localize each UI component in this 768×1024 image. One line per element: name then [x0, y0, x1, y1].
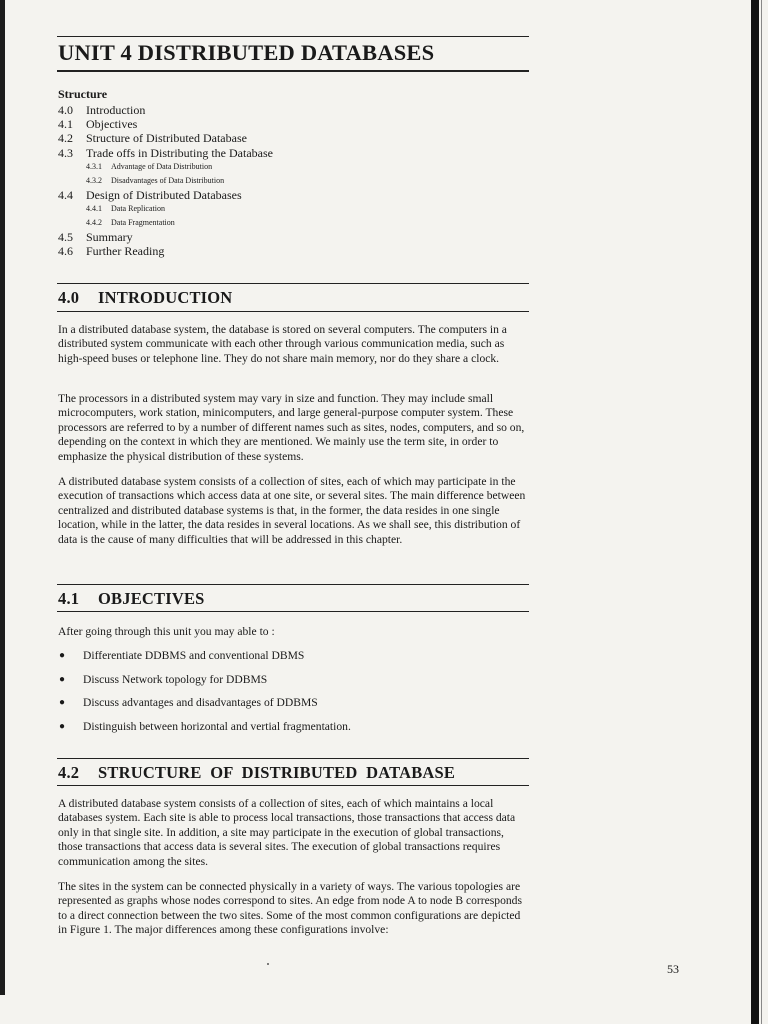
toc-item-further-reading[interactable]: 4.6 Further Reading — [58, 244, 165, 259]
title-bottom-rule — [57, 70, 529, 72]
bullet-icon: ● — [59, 650, 66, 661]
unit-title: UNIT 4 DISTRIBUTED DATABASES — [58, 40, 435, 65]
list-item: ● Discuss Network topology for DDBMS — [59, 672, 268, 686]
toc-item-structure[interactable]: 4.2 Structure of Distributed Database — [58, 131, 247, 146]
list-item: ● Discuss advantages and disadvantages of DDBMS — [59, 696, 318, 709]
structure-section-bottom-rule — [57, 785, 529, 786]
bullet-icon: ● — [59, 720, 66, 732]
list-item: ● Distinguish between horizontal and vertial fragmentation. — [59, 719, 351, 733]
bullet-icon: ● — [59, 673, 66, 685]
toc-subitem-disadvantages[interactable]: 4.3.2 Disadvantages of Data Distribution — [86, 175, 225, 185]
section-heading-introduction: 4.0 INTRODUCTION — [58, 288, 233, 307]
section-heading-objectives: 4.1 OBJECTIVES — [58, 589, 205, 608]
intro-top-rule — [57, 283, 529, 284]
bullet-icon: ● — [59, 697, 66, 708]
structure-section-top-rule — [57, 758, 529, 759]
structure-paragraph-1: A distributed database system consists of a collection of sites, each of which maintains a local databases system. Each site is able to process local transactions, those transactions that access data only in that single site. In addition, a site may participate in the execution of global transactions, those transactions that access data is several sites. The execution of global transactions requires communication among the sites. — [58, 797, 516, 868]
intro-bottom-rule — [57, 311, 529, 312]
objectives-intro: After going through this unit you may able to : — [58, 625, 275, 638]
structure-paragraph-2: The sites in the system can be connected physically in a variety of ways. The various topologies are represented as graphs whose nodes correspond to sites. An edge from node A to node B corresponds to a direct connection between the two sites. Some of the most common configurations are depicted in Figure 1. The major differences among these configurations involve: — [58, 880, 522, 937]
intro-paragraph-3: A distributed database system consists of a collection of sites, each of which may participate in the execution of transactions which access data at one site, or several sites. The main difference between centralized and distributed database systems is that, in the former, the data resides in one single location, while in the latter, the data resides in several locations. As we shall see, this distribution of data is the cause of many difficulties that will be addressed in this chapter. — [58, 475, 526, 546]
toc-subitem-fragmentation[interactable]: 4.4.2 Data Fragmentation — [86, 218, 175, 228]
page-number: 53 — [667, 962, 679, 976]
toc-item-tradeoffs[interactable]: 4.3 Trade offs in Distributing the Database — [58, 145, 273, 160]
objectives-list — [58, 649, 351, 743]
scan-speck — [267, 963, 269, 965]
toc-item-summary[interactable]: 4.5 Summary — [58, 230, 133, 245]
objectives-bottom-rule — [57, 611, 529, 612]
objectives-top-rule — [57, 584, 529, 585]
list-item: ● Differentiate DDBMS and conventional DBMS — [59, 649, 305, 662]
section-heading-structure: 4.2 STRUCTURE OF DISTRIBUTED DATABASE — [58, 763, 456, 782]
toc-item-intro[interactable]: 4.0 Introduction — [58, 103, 146, 117]
scan-right-edge-line — [761, 0, 762, 1024]
structure-heading: Structure — [58, 87, 108, 101]
intro-paragraph-2: The processors in a distributed system may vary in size and function. They may include small microcomputers, work station, minicomputers, and large general-purpose computer system. These processors are referred to by a number of different names such as sites, nodes, computers, and so on, depending on the context in which they are mentioned. We mainly use the term site, in order to emphasize the physical distribution of these systems. — [58, 392, 525, 463]
toc-item-design[interactable]: 4.4 Design of Distributed Databases — [58, 187, 242, 202]
scan-left-edge — [0, 0, 5, 995]
intro-paragraph-1: In a distributed database system, the database is stored on several computers. The computers in a distributed system communicate with each other through various communication media, such as high-speed buses or telephone line. They do not share main memory, nor do they share a clock. — [58, 323, 507, 365]
title-top-rule — [57, 36, 529, 37]
toc-subitem-advantage[interactable]: 4.3.1 Advantage of Data Distribution — [86, 161, 213, 171]
table-of-contents — [58, 103, 273, 258]
toc-subitem-replication[interactable]: 4.4.1 Data Replication — [86, 204, 165, 214]
toc-item-objectives[interactable]: 4.1 Objectives — [58, 117, 138, 132]
scan-right-edge — [751, 0, 759, 1024]
